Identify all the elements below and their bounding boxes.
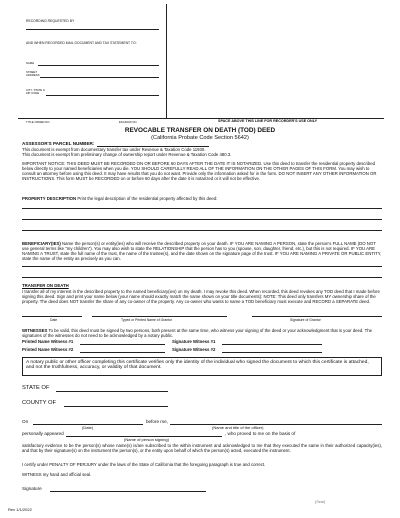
notary-signature-line[interactable] xyxy=(50,491,206,492)
recording-requested-label: RECORDING REQUESTED BY xyxy=(26,19,75,23)
title-order-label: TITLE ORDER NO. xyxy=(26,120,51,124)
escrow-label: ESCROW NO. xyxy=(119,120,138,124)
grantor-name-caption: Typed or Printed Name of Grantor xyxy=(121,318,173,322)
beneficiary-line-1[interactable] xyxy=(22,266,382,267)
witness-1-name-line[interactable] xyxy=(80,344,165,345)
beneficiary-text: Name the person(s) or entity(ies) who will receive the described property on your death. IF YOU ARE NAMING A PERSON, state the person's FULL NAME (DO NOT use general terms like "my children"). You may also wish to state the RELATIONSHIP that the person has to you (spouse, son, daughter, friend, etc.), but this is not required. IF YOU ARE NAMING A TRUST, state the full name of the trust, the name of the trustee(s), and the date shown on the signature page of the trust. IF YOU ARE NAMING A PRIVATE OR PUBLIC ENTITY, state the name of the entity as precisely as you can. xyxy=(22,241,382,262)
property-line-3[interactable] xyxy=(22,230,382,231)
requested-by-line[interactable] xyxy=(26,29,159,30)
transfer-text: I transfer all of my interest in the described property to the named beneficiary(ies) on my death. I may revoke this deed. When recorded, this deed revokes any TOD deed that I made before signing this deed. Sign and print your name below (your name should exactly match the name shown on your title documents): NOTE: This deed only transfers MY ownership share of the property. The deed does NOT transfer the share of any co-owner of the property. Any co-owner who wants to name a TOD beneficiary must execute and RECORD a SEPARATE deed. xyxy=(22,288,380,304)
property-line-2[interactable] xyxy=(22,219,382,220)
before-me-label: before me, xyxy=(146,419,168,424)
witness-1-signature-line[interactable] xyxy=(222,344,322,345)
revision-label: Rev 1/1/2022 xyxy=(8,507,32,512)
apn-label: ASSESSOR'S PARCEL NUMBER: xyxy=(22,141,95,146)
property-line-1[interactable] xyxy=(22,208,382,209)
grantor-signature-line[interactable] xyxy=(252,316,382,317)
document-subtitle: (California Probate Code Section 5642) xyxy=(151,135,249,141)
apn-exempt-2: This document is exempt from preliminary change of ownership report under Revenue & Taxation Code 480.3. xyxy=(22,152,232,157)
witnesses-text: To be valid, this deed must be signed by two persons, both present at the same time, who witness your signing of the deed or your acknowledgment that is your deed. The signatures of the witnesses do not need to be acknowledged by a notary public. xyxy=(22,328,373,339)
beneficiary-line-2[interactable] xyxy=(22,277,382,278)
important-notice: IMPORTANT NOTICE: THIS DEED MUST BE RECORDED ON OR BEFORE 60 DAYS AFTER THE DATE IT IS NOTARIZED. Use this deed to transfer the residential property described below directly to your named beneficiaries when you die. YOU SHOULD CAREFULLY READ ALL OF THE INFORMATION ON THE OTHER PAGES OF THIS FORM. You may wish to consult an attorney before using this deed. It may have results that you do not want. Provide only the information asked for in the form. DO NOT INSERT ANY OTHER INFORMATION OR INSTRUCTIONS. This form MUST be RECORDED on or before 60 days after the date it is notarized or it will not be effective. xyxy=(22,161,377,182)
city-label: CITY, STATE & ZIP CODE xyxy=(26,88,45,95)
witness-1-name-label: Printed Name Witness #1 xyxy=(22,339,74,344)
notary-signature-label: Signature xyxy=(22,486,42,491)
street-line[interactable] xyxy=(40,77,159,78)
witness-2-signature-line[interactable] xyxy=(222,352,322,353)
property-description-block xyxy=(22,196,217,201)
witness-2-signature-label: Signature Witness #2 xyxy=(172,347,216,352)
witness-2-name-line[interactable] xyxy=(80,352,165,353)
property-description-label: PROPERTY DESCRIPTION xyxy=(22,196,77,201)
county-of-label: COUNTY OF xyxy=(22,400,57,406)
state-of-line[interactable] xyxy=(56,391,168,392)
personally-appeared-label: personally appeared xyxy=(22,431,64,436)
recorder-space-line xyxy=(18,118,384,119)
recorder-divider xyxy=(166,4,167,118)
county-of-line[interactable] xyxy=(64,406,168,407)
person-signing-caption: (Name of person signing) xyxy=(124,437,169,442)
mail-to-label: AND WHEN RECORDED MAIL DOCUMENT AND TAX STATEMENT TO: xyxy=(26,41,137,45)
document-title: REVOCABLE TRANSFER ON DEATH (TOD) DEED xyxy=(124,127,276,134)
property-description-text: Print the legal description of the residential property affected by this deed: xyxy=(77,196,218,201)
date-caption: Date xyxy=(50,318,58,322)
officer-name-line[interactable] xyxy=(170,424,382,425)
grantor-name-line[interactable] xyxy=(92,316,227,317)
evidence-text: satisfactory evidence to be the person(s) whose name(s) is/are subscribed to the within instrument and acknowledged to me that they executed the same in their authorized capacity(ies), and that by their signature(s) on the instrument the person(s), or the entity upon behalf of which the person(s) acted, executed the instrument. xyxy=(22,443,382,454)
witnesses-block xyxy=(22,328,382,338)
witness-hand-text: WITNESS my hand and official seal. xyxy=(22,472,92,477)
on-label: On xyxy=(22,419,29,424)
name-line[interactable] xyxy=(38,65,159,66)
transfer-label: TRANSFER ON DEATH xyxy=(22,283,69,288)
grantor-signature-caption: Signature of Grantor xyxy=(290,318,321,322)
seal-label: (Seal) xyxy=(315,500,326,504)
apn-exempt-1: This document is exempt from documentary transfer tax under Revenue & Taxation Code 11930. xyxy=(22,146,206,152)
date-line[interactable] xyxy=(22,316,82,317)
who-proved-label: , who proved to me on the basis of xyxy=(225,431,296,436)
notary-notice-text: A notary public or other officer completing this certificate verifies only the identity of the individual who signed the document to which this certificate is attached, and not the truthfulness, accuracy, or validity of that document. xyxy=(26,359,369,371)
witness-2-name-label: Printed Name Witness #2 xyxy=(22,347,74,352)
beneficiary-block xyxy=(22,241,382,261)
notary-notice-box xyxy=(22,357,382,376)
witness-1-signature-label: Signature Witness #1 xyxy=(172,339,216,344)
space-above-label: SPACE ABOVE THIS LINE FOR RECORDER'S USE ONLY xyxy=(218,119,318,123)
state-of-label: STATE OF xyxy=(22,385,50,391)
city-line[interactable] xyxy=(46,95,159,96)
perjury-text: I certify under PENALTY OF PERJURY under the laws of the State of California that the foregoing paragraph is true and correct. xyxy=(22,462,266,467)
officer-caption: (Name and title of the officer) xyxy=(212,425,264,430)
name-label: NAME xyxy=(26,61,35,65)
notary-date-caption: (Date) xyxy=(82,425,94,430)
beneficiary-label: BENEFICIARY(IES) xyxy=(22,241,61,246)
street-label: STREET ADDRESS xyxy=(26,70,40,77)
witnesses-label: WITNESSES xyxy=(22,328,48,333)
